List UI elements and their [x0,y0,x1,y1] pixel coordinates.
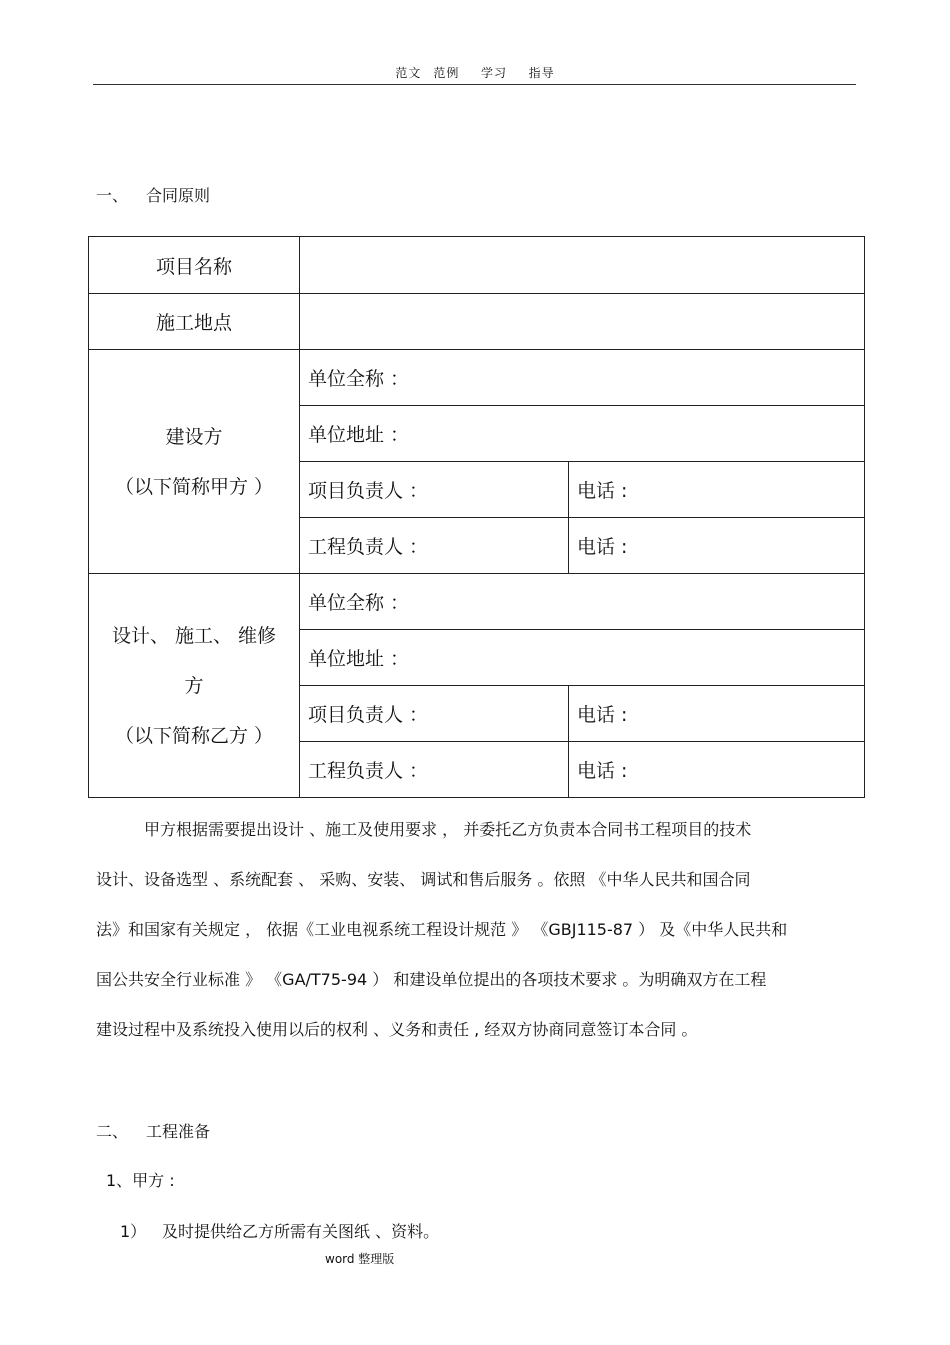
contract-intro-paragraph [96,805,856,1055]
party-b-label-line: （以下简称乙方 ） [114,724,274,747]
site-value [300,294,865,350]
paragraph-line: 设计、设备选型 、系统配套 、 采购、安装、 调试和售后服务 。依照 《中华人民共和国合同 [96,870,751,889]
item-party-a-1 [120,1219,439,1242]
page-footer: word 整理版 [325,1252,395,1266]
header-word: 学习 [481,66,508,80]
party-a-engineering-manager: 工程负责人 ： [300,518,569,574]
party-a-label-line: 建设方 [165,425,223,448]
project-name-value [300,237,865,294]
party-a-label [89,350,300,574]
party-b-address: 单位地址 ： [300,630,865,686]
table-row [89,237,865,294]
table-row [89,350,865,406]
item-party-a: 1、甲方 : [106,1171,175,1190]
party-b-label-line: 方 [184,674,204,697]
item-text: 及时提供给乙方所需有关图纸 、资料。 [162,1222,440,1241]
party-b-project-phone: 电话 : [569,686,865,742]
party-a-address: 单位地址 ： [300,406,865,462]
item-number: 1） [120,1222,147,1241]
paragraph-line: 建设过程中及系统投入使用以后的权利 、义务和责任 , 经双方协商同意签订本合同 。 [96,1020,698,1039]
header-word: 指导 [528,66,555,80]
section-title: 工程准备 [146,1122,211,1141]
header-word: 范文 [395,66,422,80]
table-row [89,294,865,350]
party-b-engineering-manager: 工程负责人 ： [300,742,569,798]
party-b-project-manager: 项目负责人 ： [300,686,569,742]
paragraph-line: 甲方根据需要提出设计 、施工及使用要求 ， 并委托乙方负责本合同书工程项目的技术 [144,820,752,839]
party-a-full-name: 单位全称 ： [300,350,865,406]
party-a-project-phone: 电话 : [569,462,865,518]
section-title: 合同原则 [146,186,211,205]
section-1-heading [96,183,210,206]
party-b-engineering-phone: 电话 : [569,742,865,798]
party-b-label-line: 设计、 施工、 维修 [111,624,277,647]
party-a-label-line: （以下简称甲方 ） [114,475,274,498]
project-name-label: 项目名称 [89,237,300,294]
site-label: 施工地点 [89,294,300,350]
party-b-label [89,574,300,798]
paragraph-line: 国公共安全行业标准 》 《GA/T75-94 ） 和建设单位提出的各项技术要求 。为明确双方在工程 [96,970,767,989]
page-header [0,64,950,81]
party-a-project-manager: 项目负责人 ： [300,462,569,518]
contract-info-table [88,236,865,798]
table-row [89,574,865,630]
party-a-engineering-phone: 电话 : [569,518,865,574]
section-2-heading [96,1119,210,1142]
party-b-full-name: 单位全称 ： [300,574,865,630]
header-word: 范例 [433,66,460,80]
section-number: 二、 [96,1122,129,1141]
section-number: 一、 [96,186,129,205]
paragraph-line: 法》和国家有关规定 ， 依据《工业电视系统工程设计规范 》 《GBJ115-87 ） 及《中华人民共和 [96,920,788,939]
header-divider [93,84,856,85]
